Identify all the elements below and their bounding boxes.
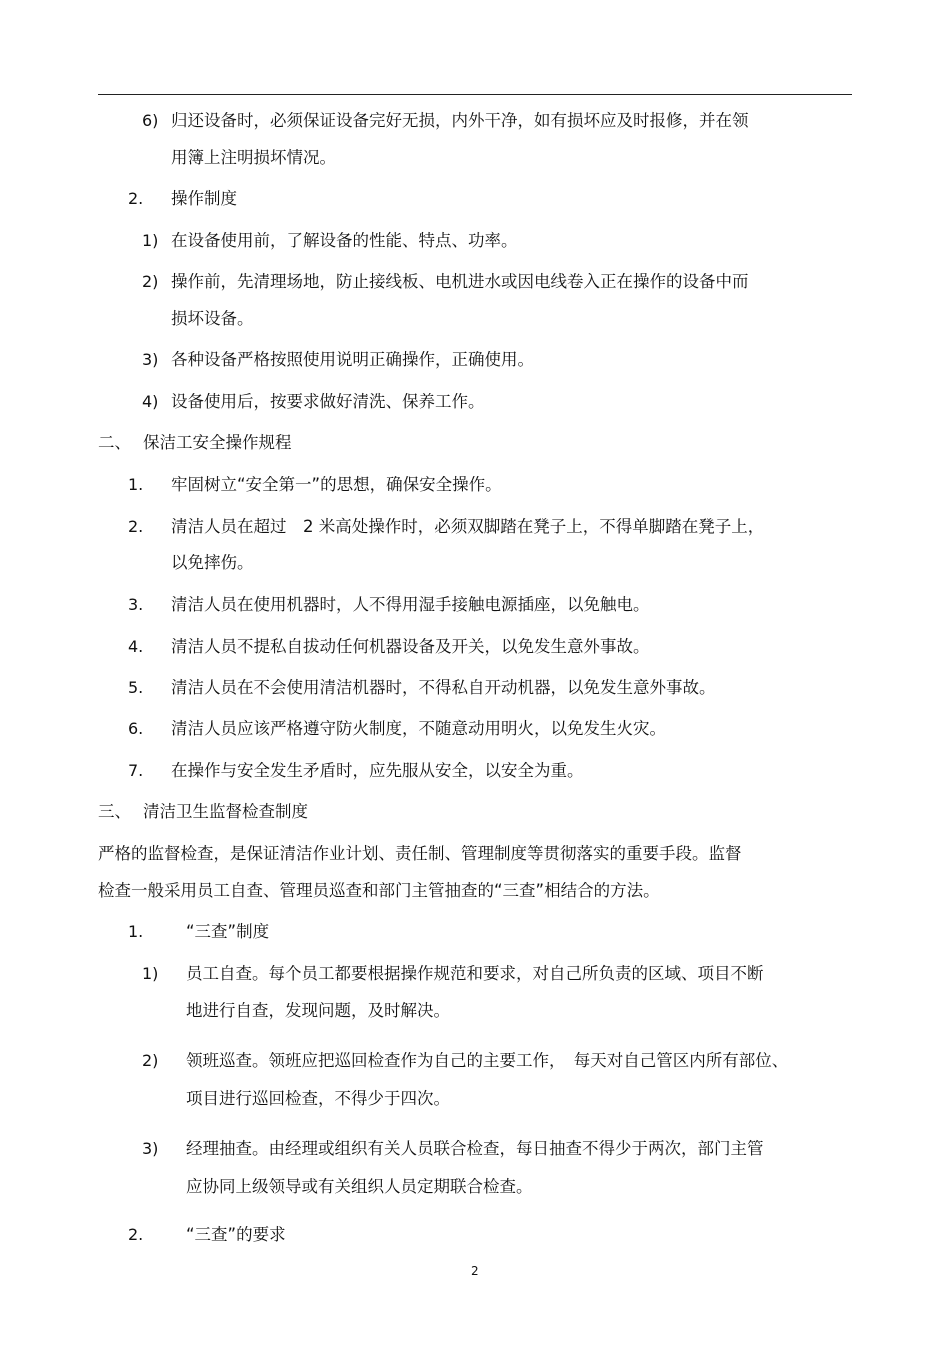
body-text: 经理抽查。由经理或组织有关人员联合检查，每日抽查不得少于两次，部门主管 (186, 1139, 764, 1158)
body-text: 清洁人员在不会使用清洁机器时，不得私自开动机器，以免发生意外事故。 (171, 678, 716, 697)
section-heading: 操作制度 (171, 189, 237, 208)
body-text: 牢固树立“安全第一”的思想，确保安全操作。 (171, 475, 502, 494)
body-text: 各种设备严格按照使用说明正确操作，正确使用。 (171, 350, 534, 369)
item-number: 5. (128, 678, 144, 697)
body-text: 领班巡查。领班应把巡回检查作为自己的主要工作， 每天对自己管区内所有部位、 (186, 1051, 789, 1070)
chapter-heading: 保洁工安全操作规程 (143, 433, 292, 452)
item-number: 1. (128, 475, 144, 494)
item-number: 4) (142, 392, 159, 411)
body-text: 清洁人员不提私自拔动任何机器设备及开关，以免发生意外事故。 (171, 637, 650, 656)
item-number: 4. (128, 637, 144, 656)
body-text: 用簿上注明损坏情况。 (171, 148, 336, 167)
item-number: 1. (128, 922, 144, 941)
body-text: 检查一般采用员工自查、管理员巡查和部门主管抽查的“三查”相结合的方法。 (98, 881, 660, 900)
body-text: 归还设备时，必须保证设备完好无损，内外干净，如有损坏应及时报修，并在领 (171, 111, 749, 130)
item-number: 3. (128, 595, 144, 614)
body-text: 在操作与安全发生矛盾时，应先服从安全，以安全为重。 (171, 761, 584, 780)
body-text: 清洁人员在使用机器时，人不得用湿手接触电源插座，以免触电。 (171, 595, 650, 614)
item-number: 2. (128, 1225, 144, 1244)
body-text: 在设备使用前，了解设备的性能、特点、功率。 (171, 231, 518, 250)
body-text: 地进行自查，发现问题，及时解决。 (186, 1001, 450, 1020)
item-number: 3) (142, 1139, 159, 1158)
item-number: 2. (128, 189, 144, 208)
item-number: 2. (128, 517, 144, 536)
item-number: 1) (142, 964, 159, 983)
chapter-number: 三、 (98, 802, 131, 821)
body-text: 员工自查。每个员工都要根据操作规范和要求，对自己所负责的区域、项目不断 (186, 964, 764, 983)
body-text: 严格的监督检查，是保证清洁作业计划、责任制、管理制度等贯彻落实的重要手段。监督 (98, 844, 742, 863)
section-heading: “三查”制度 (186, 922, 270, 941)
item-number: 2) (142, 272, 159, 291)
item-number: 1) (142, 231, 159, 250)
item-number: 3) (142, 350, 159, 369)
body-text: 清洁人员应该严格遵守防火制度，不随意动用明火，以免发生火灾。 (171, 719, 666, 738)
chapter-heading: 清洁卫生监督检查制度 (143, 802, 308, 821)
section-heading: “三查”的要求 (186, 1225, 286, 1244)
item-number: 2) (142, 1051, 159, 1070)
body-text: 以免摔伤。 (171, 553, 254, 572)
body-text: 设备使用后，按要求做好清洗、保养工作。 (171, 392, 485, 411)
page-number: 2 (471, 1264, 479, 1278)
body-text: 应协同上级领导或有关组织人员定期联合检查。 (186, 1177, 533, 1196)
body-text: 项目进行巡回检查，不得少于四次。 (186, 1089, 450, 1108)
item-number: 6) (142, 111, 159, 130)
header-rule (98, 94, 852, 95)
item-number: 7. (128, 761, 144, 780)
body-text: 清洁人员在超过 2 米高处操作时，必须双脚踏在凳子上，不得单脚踏在凳子上， (171, 517, 765, 536)
body-text: 损坏设备。 (171, 309, 254, 328)
body-text: 操作前，先清理场地，防止接线板、电机进水或因电线卷入正在操作的设备中而 (171, 272, 749, 291)
chapter-number: 二、 (98, 433, 131, 452)
item-number: 6. (128, 719, 144, 738)
